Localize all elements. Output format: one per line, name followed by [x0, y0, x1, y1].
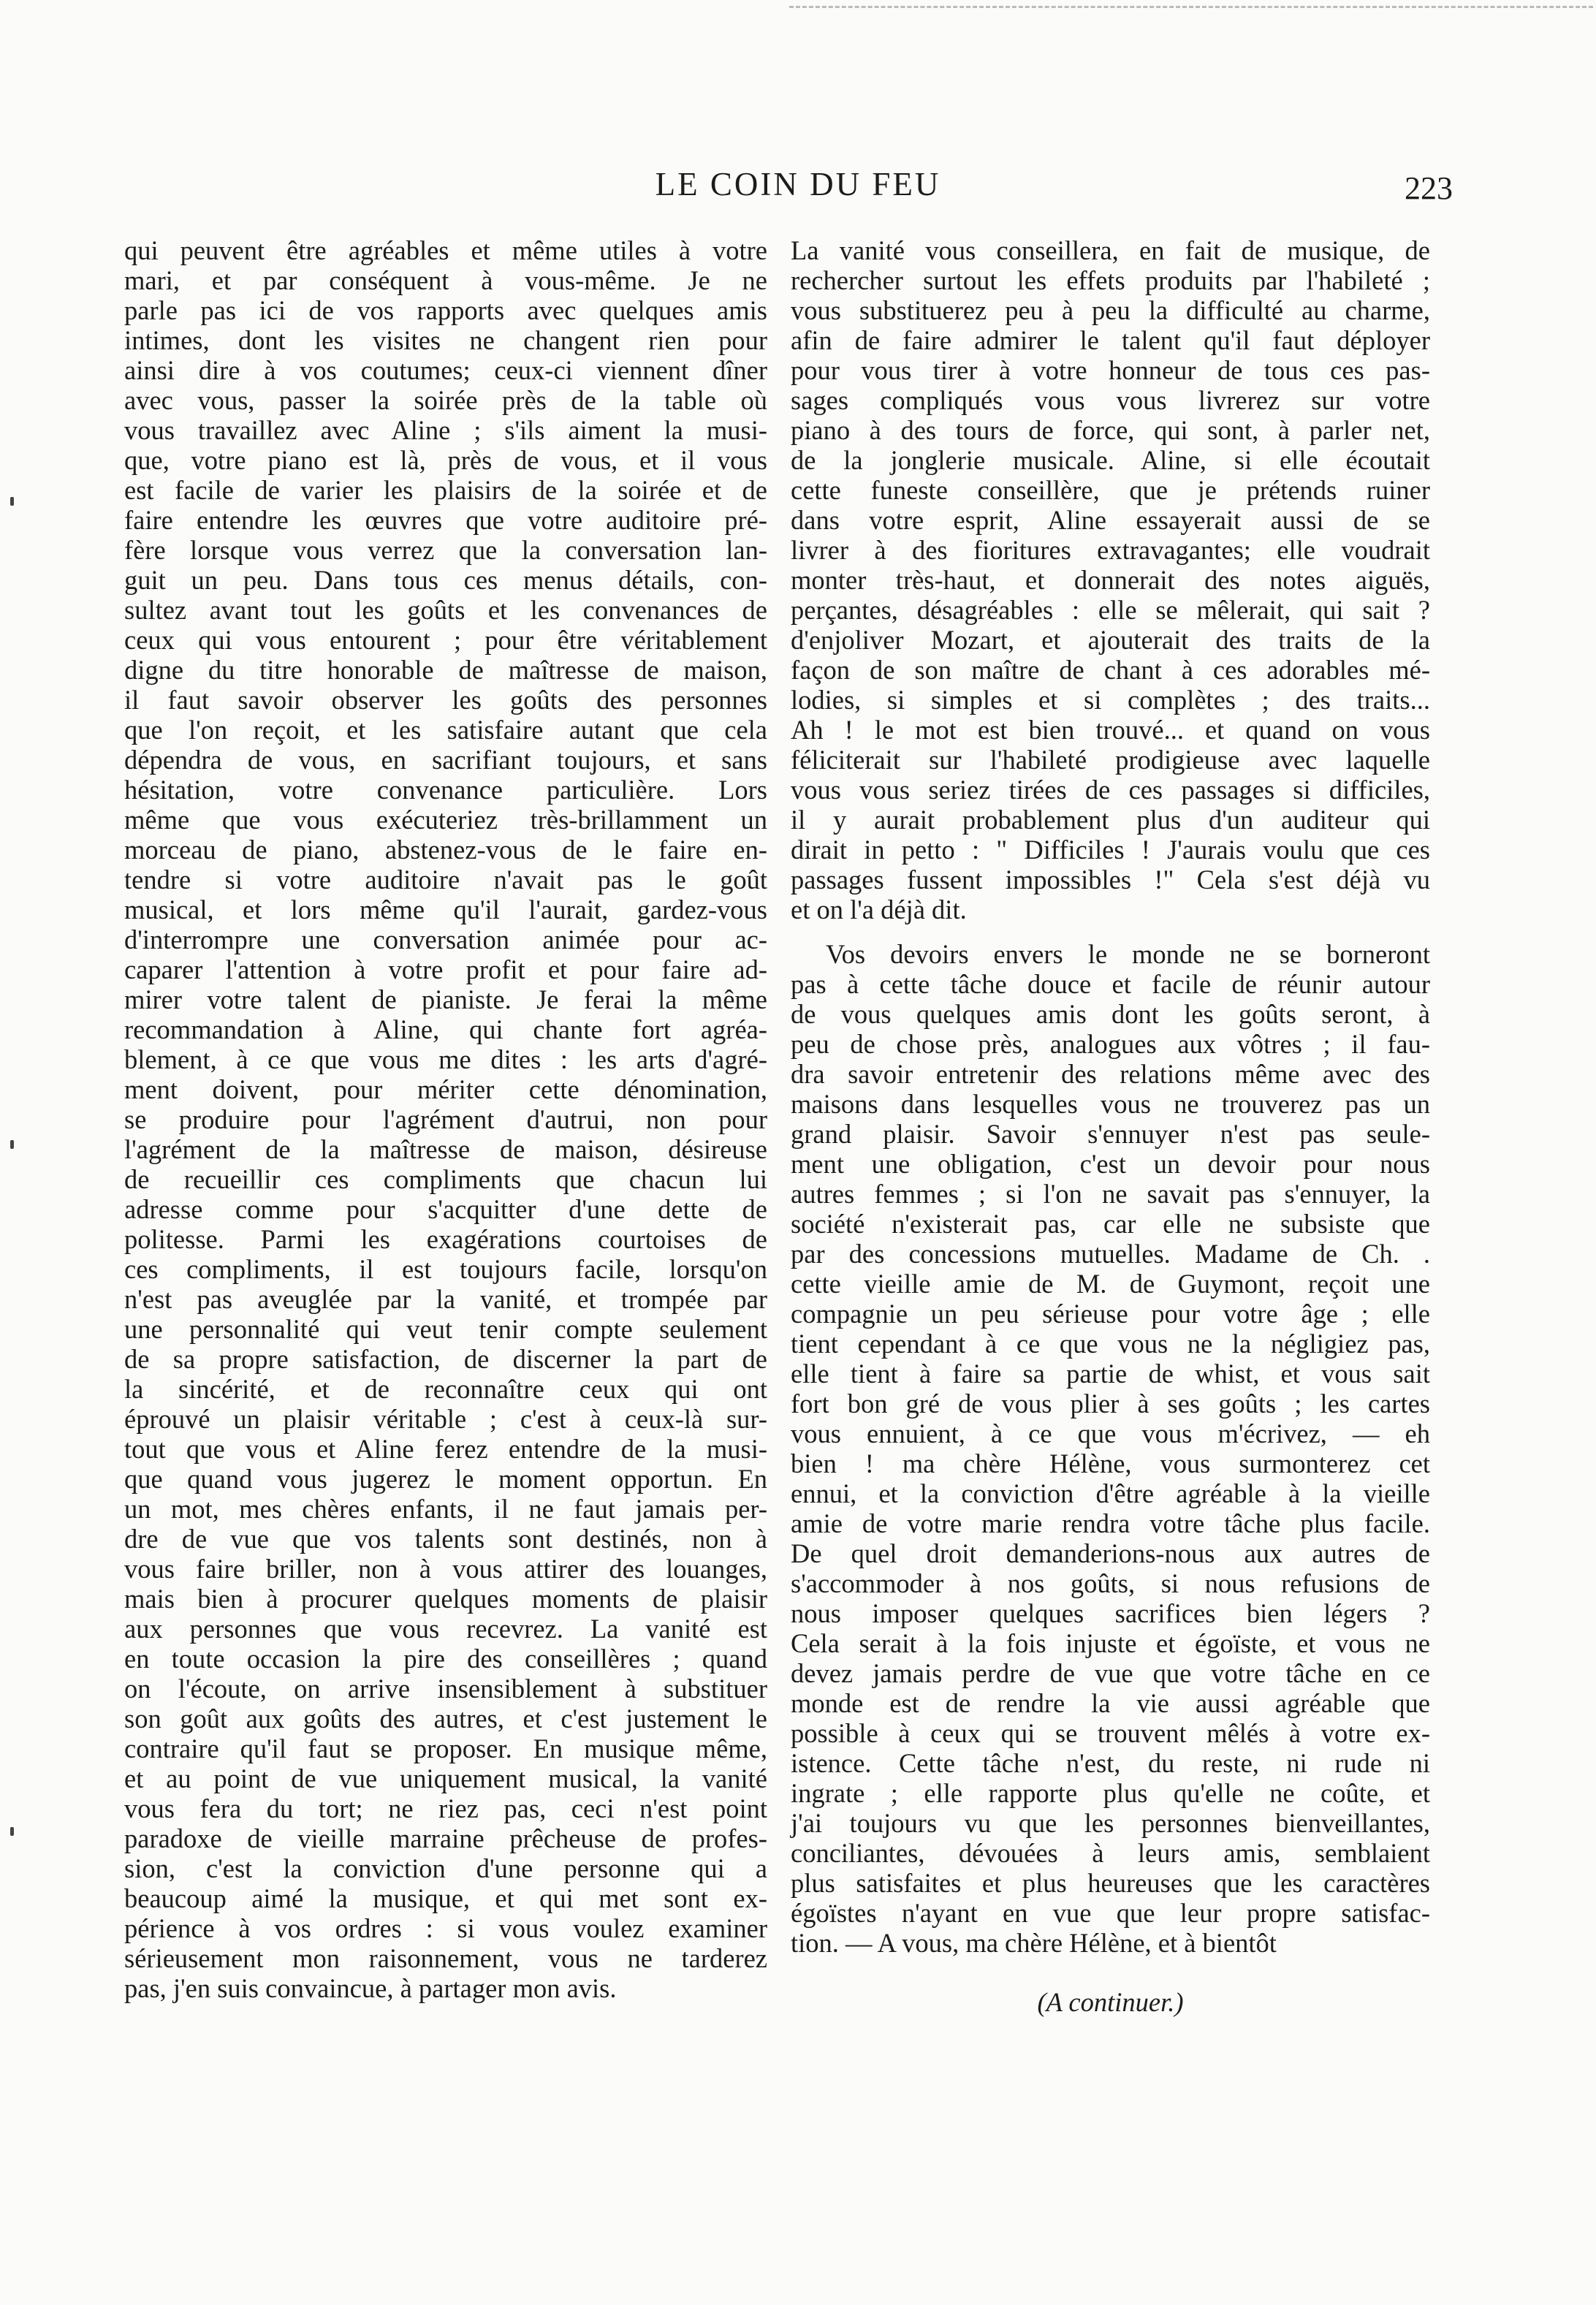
right-column [791, 235, 1430, 2017]
text-line: fort bon gré de vous plier à ses goûts ; les cartes [791, 1389, 1430, 1419]
text-line: possible à ceux qui se trouvent mêlés à votre ex- [791, 1718, 1430, 1748]
text-line: de la jonglerie musicale. Aline, si elle écoutait [791, 445, 1430, 475]
top-edge-rule [789, 6, 1593, 8]
text-line: dirait in petto : " Difficiles ! J'aurais voulu que ces [791, 835, 1430, 865]
text-line: il y aurait probablement plus d'un auditeur qui [791, 805, 1430, 835]
text-line: n'est pas aveuglée par la vanité, et trompée par [124, 1284, 767, 1314]
text-line: amie de votre marie rendra votre tâche plus facile. [791, 1508, 1430, 1538]
page-number: 223 [1405, 170, 1453, 206]
text-line: que quand vous jugerez le moment opportun. En [124, 1464, 767, 1494]
text-line: digne du titre honorable de maîtresse de maison, [124, 655, 767, 685]
text-line: sages compliqués vous vous livrerez sur votre [791, 385, 1430, 415]
text-line: livrer à des fioritures extravagantes; elle voudrait [791, 535, 1430, 565]
text-line: pour vous tirer à votre honneur de tous ces pas- [791, 355, 1430, 385]
text-line: avec vous, passer la soirée près de la table où [124, 385, 767, 415]
text-line: mari, et par conséquent à vous-même. Je ne [124, 265, 767, 295]
text-line: dépendra de vous, en sacrifiant toujours, et sans [124, 745, 767, 775]
text-line: Cela serait à la fois injuste et égoïste, et vous ne [791, 1628, 1430, 1658]
text-line: de recueillir ces compliments que chacun lui [124, 1164, 767, 1194]
text-line: pas, j'en suis convaincue, à partager mon avis. [124, 1973, 617, 2003]
text-line: nous imposer quelques sacrifices bien légers ? [791, 1598, 1430, 1628]
text-line: peu de chose près, analogues aux vôtres ; il fau- [791, 1029, 1430, 1059]
text-line: sion, c'est la conviction d'une personne qui a [124, 1853, 767, 1883]
text-line: de sa propre satisfaction, de discerner la part de [124, 1344, 767, 1374]
text-line: musical, et lors même qu'il l'aurait, gardez-vous [124, 895, 767, 924]
text-line: perçantes, désagréables : elle se mêlerait, qui sait ? [791, 595, 1430, 625]
margin-mark [10, 1140, 14, 1149]
text-line: société n'existerait pas, car elle ne subsiste que [791, 1209, 1430, 1239]
text-line: ceux qui vous entourent ; pour être véritablement [124, 625, 767, 655]
text-line: mais bien à procurer quelques moments de plaisir [124, 1584, 767, 1614]
text-line: ment doivent, pour mériter cette dénomination, [124, 1074, 767, 1104]
running-head: LE COIN DU FEU [655, 166, 941, 202]
text-line: hésitation, votre convenance particulière. Lors [124, 775, 767, 805]
text-line: passages fussent impossibles !" Cela s'est déjà vu [791, 865, 1430, 895]
text-line: il faut savoir observer les goûts des personnes [124, 685, 767, 715]
text-line: lodies, si simples et si complètes ; des traits... [791, 685, 1430, 715]
paragraph-gap [791, 924, 1430, 939]
text-line: paradoxe de vieille marraine prêcheuse de profes- [124, 1823, 767, 1853]
text-line: caparer l'attention à votre profit et pour faire ad- [124, 954, 767, 984]
text-line: plus satisfaites et plus heureuses que les caractères [791, 1868, 1430, 1898]
right-paragraph-1 [791, 235, 1430, 924]
text-line: s'accommoder à nos goûts, si nous refusions de [791, 1568, 1430, 1598]
text-line: recommandation à Aline, qui chante fort agréa- [124, 1014, 767, 1044]
text-line: grand plaisir. Savoir s'ennuyer n'est pas seule- [791, 1119, 1430, 1149]
text-line: tient cependant à ce que vous ne la négligiez pas, [791, 1329, 1430, 1359]
text-line: que, votre piano est là, près de vous, et il vous [124, 445, 767, 475]
text-line: mirer votre talent de pianiste. Je ferai la même [124, 984, 767, 1014]
text-line: une personnalité qui veut tenir compte seulement [124, 1314, 767, 1344]
text-line: rechercher surtout les effets produits par l'habileté ; [791, 265, 1430, 295]
text-line: ment une obligation, c'est un devoir pour nous [791, 1149, 1430, 1179]
text-line: piano à des tours de force, qui sont, à parler net, [791, 415, 1430, 445]
text-line: elle tient à faire sa partie de whist, et vous sait [791, 1359, 1430, 1389]
continued-note: (A continuer.) [1037, 1987, 1184, 2017]
text-line: devez jamais perdre de vue que votre tâche en ce [791, 1658, 1430, 1688]
left-column [124, 235, 767, 2003]
text-line: se produire pour l'agrément d'autrui, non pour [124, 1104, 767, 1134]
text-line: la sincérité, et de reconnaître ceux qui ont [124, 1374, 767, 1404]
text-line: d'interrompre une conversation animée pour ac- [124, 924, 767, 954]
text-line: De quel droit demanderions-nous aux autres de [791, 1538, 1430, 1568]
text-line: vous travaillez avec Aline ; s'ils aiment la musi- [124, 415, 767, 445]
text-line: cette funeste conseillère, que je prétends ruiner [791, 475, 1430, 505]
text-line: vous substituerez peu à peu la difficulté au charme, [791, 295, 1430, 325]
text-line: guit un peu. Dans tous ces menus détails, con- [124, 565, 767, 595]
text-line: morceau de piano, abstenez-vous de le faire en- [124, 835, 767, 865]
text-line: monter très-haut, et donnerait des notes aiguës, [791, 565, 1430, 595]
text-line: de vous quelques amis dont les goûts seront, à [791, 999, 1430, 1029]
text-line: son goût aux goûts des autres, et c'est justement le [124, 1704, 767, 1734]
text-line: dre de vue que vos talents sont destinés, non à [124, 1524, 767, 1554]
text-line: vous ennuient, à ce que vous m'écrivez, — eh [791, 1419, 1430, 1448]
text-line: adresse comme pour s'acquitter d'une dette de [124, 1194, 767, 1224]
text-line: façon de son maître de chant à ces adorables mé- [791, 655, 1430, 685]
text-line: politesse. Parmi les exagérations courtoises de [124, 1224, 767, 1254]
text-line: Ah ! le mot est bien trouvé... et quand on vous [791, 715, 1430, 745]
text-line: vous fera du tort; ne riez pas, ceci n'est point [124, 1793, 767, 1823]
margin-mark [10, 497, 14, 506]
text-line: dans votre esprit, Aline essayerait aussi de se [791, 505, 1430, 535]
text-line: on l'écoute, on arrive insensiblement à substituer [124, 1674, 767, 1704]
text-line: l'agrément de la maîtresse de maison, désireuse [124, 1134, 767, 1164]
text-line: maisons dans lesquelles vous ne trouverez pas un [791, 1089, 1430, 1119]
text-line: éprouvé un plaisir véritable ; c'est à ceux-là sur- [124, 1404, 767, 1434]
text-line: ainsi dire à vos coutumes; ceux-ci viennent dîner [124, 355, 767, 385]
text-line: faire entendre les œuvres que votre auditoire pré- [124, 505, 767, 535]
text-line: afin de faire admirer le talent qu'il faut déployer [791, 325, 1430, 355]
text-line: aux personnes que vous recevrez. La vanité est [124, 1614, 767, 1644]
text-line: tout que vous et Aline ferez entendre de la musi- [124, 1434, 767, 1464]
text-line: contraire qu'il faut se proposer. En musique même, [124, 1734, 767, 1763]
right-paragraph-2 [791, 939, 1430, 1958]
text-line: et on l'a déjà dit. [791, 895, 967, 924]
text-line: j'ai toujours vu que les personnes bienveillantes, [791, 1808, 1430, 1838]
text-line: sultez avant tout les goûts et les convenances de [124, 595, 767, 625]
text-line: est facile de varier les plaisirs de la soirée et de [124, 475, 767, 505]
text-line: monde est de rendre la vie aussi agréable que [791, 1688, 1430, 1718]
text-line: qui peuvent être agréables et même utiles à votre [124, 235, 767, 265]
text-line: cette vieille amie de M. de Guymont, reçoit une [791, 1269, 1430, 1299]
text-line: périence à vos ordres : si vous voulez examiner [124, 1913, 767, 1943]
text-line: vous vous seriez tirées de ces passages si difficiles, [791, 775, 1430, 805]
text-line: en toute occasion la pire des conseillères ; quand [124, 1644, 767, 1674]
text-line: fère lorsque vous verrez que la conversation lan- [124, 535, 767, 565]
text-line: ingrate ; elle rapporte plus qu'elle ne coûte, et [791, 1778, 1430, 1808]
text-line: Vos devoirs envers le monde ne se borneront [826, 939, 1430, 969]
text-line: tion. — A vous, ma chère Hélène, et à bientôt [791, 1928, 1277, 1958]
text-line: égoïstes n'ayant en vue que leur propre satisfac- [791, 1898, 1430, 1928]
text-line: beaucoup aimé la musique, et qui met sont ex- [124, 1883, 767, 1913]
text-line: d'enjoliver Mozart, et ajouterait des traits de la [791, 625, 1430, 655]
text-line: conciliantes, dévouées à leurs amis, semblaient [791, 1838, 1430, 1868]
text-line: par des concessions mutuelles. Madame de Ch. . [791, 1239, 1430, 1269]
text-line: bien ! ma chère Hélène, vous surmonterez cet [791, 1448, 1430, 1478]
text-line: même que vous exécuteriez très-brillamment un [124, 805, 767, 835]
text-line: que l'on reçoit, et les satisfaire autant que cela [124, 715, 767, 745]
text-line: un mot, mes chères enfants, il ne faut jamais per- [124, 1494, 767, 1524]
text-line: istence. Cette tâche n'est, du reste, ni rude ni [791, 1748, 1430, 1778]
text-line: blement, à ce que vous me dites : les arts d'agré- [124, 1044, 767, 1074]
text-line: dra savoir entretenir des relations même avec des [791, 1059, 1430, 1089]
text-line: compagnie un peu sérieuse pour votre âge ; elle [791, 1299, 1430, 1329]
text-line: vous faire briller, non à vous attirer des louanges, [124, 1554, 767, 1584]
text-line: féliciterait sur l'habileté prodigieuse avec laquelle [791, 745, 1430, 775]
text-line: ces compliments, il est toujours facile, lorsqu'on [124, 1254, 767, 1284]
text-line: sérieusement mon raisonnement, vous ne tarderez [124, 1943, 767, 1973]
text-line: ennui, et la conviction d'être agréable à la vieille [791, 1478, 1430, 1508]
text-line: tendre si votre auditoire n'avait pas le goût [124, 865, 767, 895]
text-line: parle pas ici de vos rapports avec quelques amis [124, 295, 767, 325]
text-line: intimes, dont les visites ne changent rien pour [124, 325, 767, 355]
text-line: autres femmes ; si l'on ne savait pas s'ennuyer, la [791, 1179, 1430, 1209]
text-line: La vanité vous conseillera, en fait de musique, de [791, 235, 1430, 265]
text-line: et au point de vue uniquement musical, la vanité [124, 1763, 767, 1793]
margin-mark [10, 1827, 14, 1836]
text-line: pas à cette tâche douce et facile de réunir autour [791, 969, 1430, 999]
